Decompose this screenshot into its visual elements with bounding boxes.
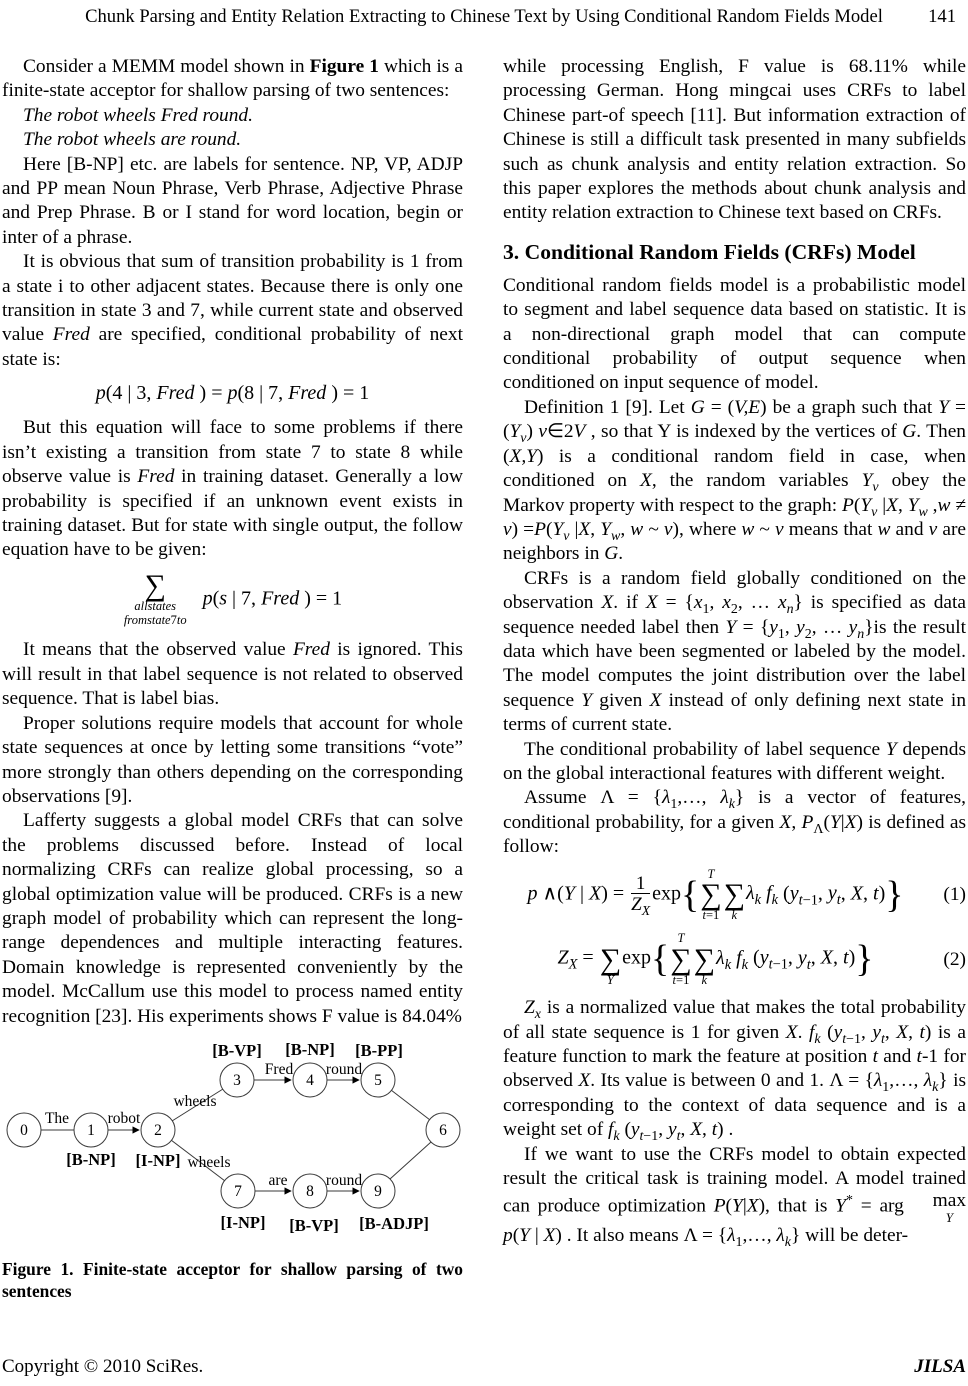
page-header [0, 6, 968, 36]
state-number: 8 [306, 1182, 314, 1200]
paragraph: Proper solutions require models that account for whole state sequences at once by letting some transitions “vote” more strongly than others depending on the corresponding observations [9]. [2, 712, 463, 807]
right-column [503, 55, 966, 1248]
edge-9-6 [390, 1142, 431, 1179]
state-number: 2 [154, 1121, 162, 1139]
figure-caption: Figure 1. Finite-state acceptor for shallow parsing of two sentences [2, 1258, 463, 1301]
left-column [2, 55, 463, 1302]
transition-label: round [325, 1060, 363, 1078]
equation-sum-states: ∑ allstates fromstate7to p(s | 7, Fred ) = 1 [123, 568, 343, 628]
paragraph: $Z_x$ is a normalized value that makes the total probability of all state sequence is 1 for given X. $f_k$ ($y_{t-1}$, $y_t$, X, t) is a feature function to mark the feature at position t and t-1 for observed X. Its value is between 0 and 1. $\Lambda = \{\lambda_1,\dots$, $\lambda_k$} is corresponding to the context of data sequence and is a weight set of $f_k$ ($y_{t-1}$, $y_t$, X, t) . [503, 997, 966, 1144]
page-number: 141 [928, 6, 956, 27]
chunk-tag: [I-NP] [220, 1212, 266, 1232]
state-number: 3 [233, 1071, 241, 1089]
state-number: 0 [20, 1121, 28, 1139]
paragraph: It means that the observed value Fred is ignored. This will result in that label sequence is not related to observed sequence. That is label bias. [2, 639, 463, 710]
paragraph: Assume $\Lambda = \{\lambda_1,\dots$, $\lambda_k$} is a vector of features, conditional probability, for a given X, $P_\Lambda(Y|X)$ is defined as follow: [503, 787, 967, 858]
state-number: 4 [306, 1071, 314, 1089]
equation-2-number: (2) [943, 948, 966, 970]
chunk-tag: [I-NP] [135, 1150, 181, 1170]
paragraph: Lafferty suggests a global model CRFs that can solve the problems discussed before. Instead of local normalizing CRFs can realize global processing, so a global optimization value will be produced. CRFs is a new graph model of probability which can represent the long-range dependences and multiple interacting features. Domain knowledge is represented conveniently by the model. McCallum use this model to process named entity recognition [23]. His experiments shows F value is 84.04% [2, 810, 463, 1027]
transition-label: Fred [264, 1060, 294, 1078]
paragraph: while processing English, F value is 68.11% while processing German. Hong mingcai uses CRFs to label Chinese part-of speech [11]. But information extraction of Chinese is still a difficult task presented in many subfields such as chunk analysis and entity relation extraction. So this paper explores the methods about chunk analysis and entity relation extraction to Chinese text based on CRFs. [503, 56, 966, 224]
equation-1 [503, 867, 966, 923]
chunk-tag: [B-ADJP] [359, 1213, 429, 1233]
transition-label: The [44, 1109, 70, 1127]
state-number: 1 [87, 1121, 95, 1139]
footer-journal-abbrev: JILSA [914, 1356, 966, 1377]
paragraph: But this equation will face to some problems if there isn’t existing a transition from state 7 to state 8 while observe value is Fred in training dataset. Generally a low probability is specified if an unknown event exists in training dataset. But for state with single output, the follow equation have to be given: [2, 417, 463, 561]
transition-label: robot [107, 1109, 141, 1127]
transition-label: are [268, 1171, 288, 1189]
paragraph: If we want to use the CRFs model to obtain expected result the critical task is training model. A model trained can produce optimization P(Y|X), that is Y* = arg max Y p(Y | X) . It also means $\Lambda = \{\lambda_1,\dots$, $\lambda_k$} will be deter- [503, 1143, 967, 1250]
equation-1-body: p ∧(Y | X) = $\frac{1}{Z_X}$ exp{ T ∑ t=1 ∑ k $\lambda_k$ $f_k$ ($y_{t-1}$, $y_t$, X, t)} [527, 866, 904, 922]
paragraph: Here [B-NP] etc. are labels for sentence. NP, VP, ADJP and PP mean Noun Phrase, Verb Phrase, Adjective Phrase and Prep Phrase. B or I stand for word location, begin or inter of a phrase. [2, 153, 463, 248]
edge-5-6 [391, 1090, 430, 1120]
chunk-tag: [B-NP] [66, 1149, 116, 1169]
state-number: 6 [439, 1121, 447, 1139]
example-sentence-1: The robot wheels Fred round. [23, 104, 253, 126]
paragraph: Consider a MEMM model shown in Figure 1 which is a finite-state acceptor for shallow parsing of two sentences: [2, 56, 463, 102]
equation-2-body: $Z_X$ = ∑ Y exp{ T ∑ t=1 ∑ k $\lambda_k$ $f_k$ ($y_{t-1}$, $y_t$, X, t)} [557, 931, 874, 987]
running-title: Chunk Parsing and Entity Relation Extracting to Chinese Text by Using Conditional Random Fields Model [85, 6, 883, 27]
state-number: 7 [234, 1182, 242, 1200]
paragraph: CRFs is a random field globally conditioned on the observation X. if $X = \{x_1$, $x_2$, … $x_n$} is specified as data sequence needed label then $Y = \{y_1$, $y_2$, … $y_n\}is$ the result data which have been segmented or labeled by the model. The model computes the joint distribution over the label sequence Y given X instead of only defining next state in terms of current state. [503, 567, 967, 736]
footer-copyright: Copyright © 2010 SciRes. [2, 1356, 204, 1377]
paragraph: Conditional random fields model is a probabilistic model to segment and label sequence data based on statistic. It is a non-directional graph model that can compute conditional probability of output sequence when conditioned on input sequence of model. [503, 274, 966, 394]
finite-state-acceptor-diagram [2, 1034, 463, 1246]
state-number: 9 [374, 1182, 382, 1200]
chunk-tag: [B-VP] [212, 1040, 262, 1060]
equation-transition-probability: p(4 | 3, Fred ) = p(8 | 7, Fred ) = 1 [95, 382, 370, 405]
section-heading: 3. Conditional Random Fields (CRFs) Model [503, 239, 916, 264]
chunk-tag: [B-PP] [355, 1040, 403, 1060]
transition-label: wheels [187, 1153, 231, 1171]
chunk-tag: [B-VP] [289, 1215, 339, 1235]
equation-1-number: (1) [943, 883, 966, 905]
equation-2 [503, 931, 966, 987]
figure-1 [2, 1034, 463, 1302]
paragraph: It is obvious that sum of transition probability is 1 from a state i to other adjacent states. Because there is only one transition in state 3 and 7, while current state and observed value Fred are specified, conditional probability of next state is: [2, 251, 463, 370]
paragraph: Definition 1 [9]. Let G = (V,E) be a graph such that $Y = (Y_v)$ v∈2V , so that Y is indexed by the vertices of G. Then (X,Y) is a conditional random field in case, when conditioned on X, the random variables $Y_v$ obey the Markov property with respect to the graph: $P(Y_v$ |X, $Y_w$ $,w \ne v) =P(Y_v$ |X, $Y_w$, w ~ v), where w ~ v means that w and v are neighbors in G. [503, 396, 967, 565]
paragraph: The conditional probability of label sequence Y depends on the global interactional features with different weight. [503, 738, 966, 784]
state-number: 5 [374, 1071, 382, 1089]
chunk-tag: [B-NP] [285, 1039, 335, 1059]
transition-label: round [325, 1171, 363, 1189]
transition-label: wheels [173, 1092, 217, 1110]
page-footer [2, 1356, 966, 1378]
example-sentence-2: The robot wheels are round. [23, 129, 242, 151]
